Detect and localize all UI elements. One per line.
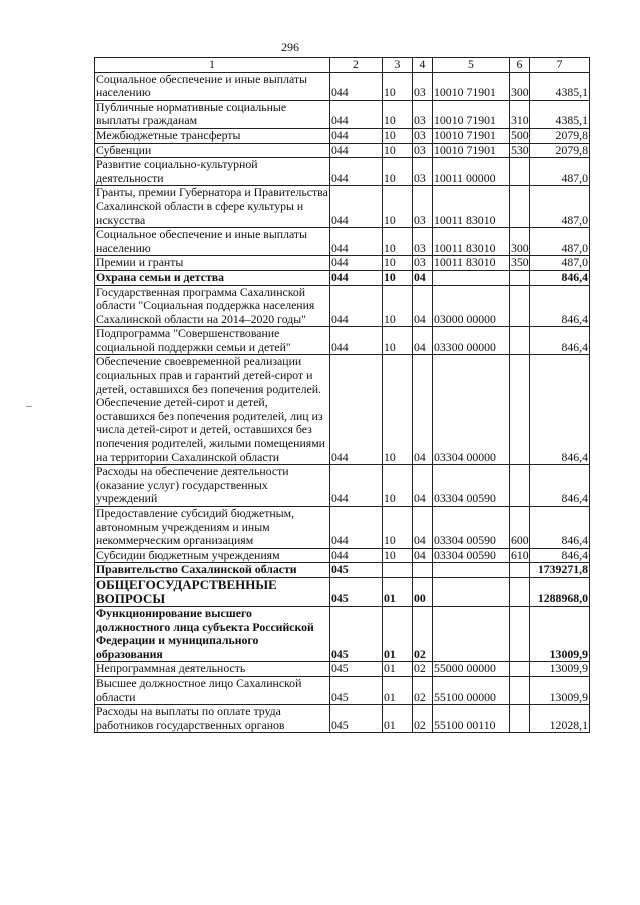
code-cell bbox=[510, 606, 530, 661]
code-cell: 01 bbox=[383, 662, 413, 677]
code-cell: 03 bbox=[413, 256, 433, 271]
code-cell: 044 bbox=[330, 507, 383, 549]
code-cell: 03 bbox=[413, 72, 433, 100]
code-cell: 55100 00110 bbox=[433, 705, 510, 733]
table-row bbox=[95, 327, 590, 355]
table-row bbox=[95, 662, 590, 677]
code-cell: 10010 71901 bbox=[433, 128, 510, 143]
table-row bbox=[95, 228, 590, 256]
row-name-cell: Развитие социально-культурной деятельности bbox=[95, 158, 330, 186]
row-name-cell: Предоставление субсидий бюджетным, автономным учреждениям и иным некоммерческим организациям bbox=[95, 507, 330, 549]
code-cell: 04 bbox=[413, 548, 433, 563]
code-cell: 04 bbox=[413, 465, 433, 507]
table-row bbox=[95, 548, 590, 563]
code-cell: 10 bbox=[383, 270, 413, 285]
row-name-cell: Расходы на выплаты по оплате труда работников государственных органов bbox=[95, 705, 330, 733]
code-cell: 02 bbox=[413, 705, 433, 733]
code-cell: 044 bbox=[330, 128, 383, 143]
code-cell: 610 bbox=[511, 548, 529, 562]
code-cell bbox=[433, 270, 510, 285]
code-cell: 10 bbox=[383, 256, 413, 271]
code-cell: 10 bbox=[383, 285, 413, 327]
code-cell: 10 bbox=[383, 128, 413, 143]
margin-mark bbox=[26, 406, 32, 407]
code-cell: 02 bbox=[413, 662, 433, 677]
code-cell: 10 bbox=[383, 327, 413, 355]
amount-cell: 2079,8 bbox=[530, 143, 590, 158]
code-cell: 10 bbox=[383, 228, 413, 256]
row-name-cell: Субвенции bbox=[95, 143, 330, 158]
code-cell: 310 bbox=[510, 100, 530, 128]
row-name-cell: Расходы на обеспечение деятельности (оказание услуг) государственных учреждений bbox=[95, 465, 330, 507]
amount-cell: 13009,9 bbox=[530, 606, 590, 661]
code-cell: 044 bbox=[330, 548, 383, 563]
header-cell: 2 bbox=[330, 58, 383, 73]
code-cell: 10011 83010 bbox=[433, 228, 510, 256]
code-cell: 55000 00000 bbox=[433, 662, 510, 677]
amount-cell: 846,4 bbox=[530, 507, 590, 549]
code-cell: 044 bbox=[330, 228, 383, 256]
code-cell: 04 bbox=[413, 285, 433, 327]
page-number: 296 bbox=[281, 40, 299, 54]
code-cell: 045 bbox=[330, 563, 383, 578]
code-cell: 530 bbox=[511, 143, 529, 157]
amount-cell: 846,4 bbox=[530, 355, 590, 465]
code-cell: 044 bbox=[330, 256, 383, 271]
code-cell: 03304 00590 bbox=[433, 507, 510, 549]
code-cell: 044 bbox=[330, 100, 383, 128]
code-cell: 045 bbox=[330, 705, 383, 733]
code-cell bbox=[433, 577, 510, 606]
code-cell: 01 bbox=[383, 676, 413, 704]
table-row bbox=[95, 256, 590, 271]
code-cell bbox=[413, 563, 433, 578]
code-cell: 10010 71901 bbox=[433, 143, 510, 158]
code-cell: 10 bbox=[383, 355, 413, 465]
code-cell: 04 bbox=[413, 270, 433, 285]
amount-cell: 1288968,0 bbox=[530, 577, 590, 606]
row-name-cell: Высшее должностное лицо Сахалинской области bbox=[95, 676, 330, 704]
code-cell: 10 bbox=[383, 143, 413, 158]
code-cell: 02 bbox=[413, 606, 433, 661]
code-cell bbox=[510, 355, 530, 465]
amount-cell: 12028,1 bbox=[530, 705, 590, 733]
table-row bbox=[95, 72, 590, 100]
code-cell: 03 bbox=[413, 100, 433, 128]
code-cell: 600 bbox=[510, 507, 530, 549]
table-row bbox=[95, 186, 590, 228]
header-cell: 4 bbox=[413, 58, 433, 73]
header-row bbox=[95, 58, 590, 73]
header-cell: 3 bbox=[383, 58, 413, 73]
amount-cell: 4385,1 bbox=[530, 100, 590, 128]
code-cell bbox=[510, 186, 530, 228]
table-row bbox=[95, 563, 590, 578]
code-cell: 044 bbox=[330, 158, 383, 186]
code-cell: 03304 00590 bbox=[433, 465, 510, 507]
table-row bbox=[95, 158, 590, 186]
code-cell: 03304 00590 bbox=[433, 548, 510, 563]
table-row bbox=[95, 143, 590, 158]
table-row bbox=[95, 507, 590, 549]
code-cell: 01 bbox=[383, 577, 413, 606]
table-row bbox=[95, 577, 590, 606]
table-row bbox=[95, 705, 590, 733]
row-name-cell: Функционирование высшего должностного лица субъекта Российской Федерации и муниципального образования bbox=[95, 606, 330, 661]
amount-cell: 846,4 bbox=[530, 270, 590, 285]
code-cell: 044 bbox=[330, 355, 383, 465]
amount-cell: 1739271,8 bbox=[530, 563, 590, 578]
row-name-cell: Государственная программа Сахалинской области "Социальная поддержка населения Сахалинской области на 2014–2020 годы" bbox=[95, 285, 330, 327]
table-row bbox=[95, 676, 590, 704]
code-cell: 300 bbox=[510, 72, 530, 100]
code-cell bbox=[383, 563, 413, 578]
code-cell: 044 bbox=[330, 465, 383, 507]
table-row bbox=[95, 606, 590, 661]
code-cell: 10011 83010 bbox=[433, 256, 510, 271]
code-cell: 045 bbox=[330, 577, 383, 606]
amount-cell: 487,0 bbox=[530, 158, 590, 186]
code-cell: 300 bbox=[510, 228, 530, 256]
budget-table bbox=[94, 57, 590, 733]
table-row bbox=[95, 355, 590, 465]
code-cell: 045 bbox=[330, 676, 383, 704]
code-cell bbox=[510, 465, 530, 507]
code-cell: 02 bbox=[413, 676, 433, 704]
row-name-cell: Субсидии бюджетным учреждениям bbox=[95, 548, 330, 563]
code-cell: 01 bbox=[383, 606, 413, 661]
code-cell bbox=[510, 285, 530, 327]
code-cell bbox=[510, 662, 530, 677]
code-cell: 03300 00000 bbox=[433, 327, 510, 355]
row-name-cell: Социальное обеспечение и иные выплаты населению bbox=[95, 228, 330, 256]
code-cell bbox=[433, 606, 510, 661]
row-name-cell: Подпрограмма "Совершенствование социальной поддержки семьи и детей" bbox=[95, 327, 330, 355]
code-cell: 55100 00000 bbox=[433, 676, 510, 704]
code-cell: 044 bbox=[330, 186, 383, 228]
table-row bbox=[95, 128, 590, 143]
amount-cell: 846,4 bbox=[530, 327, 590, 355]
row-name-cell: Гранты, премии Губернатора и Правительства Сахалинской области в сфере культуры и искусства bbox=[96, 185, 328, 227]
header-cell: 1 bbox=[95, 58, 330, 73]
amount-cell: 487,0 bbox=[530, 228, 590, 256]
code-cell: 03 bbox=[413, 158, 433, 186]
code-cell: 01 bbox=[383, 705, 413, 733]
code-cell: 044 bbox=[330, 72, 383, 100]
code-cell: 10 bbox=[383, 465, 413, 507]
code-cell bbox=[510, 270, 530, 285]
code-cell bbox=[510, 676, 530, 704]
row-name-cell: Публичные нормативные социальные выплаты гражданам bbox=[95, 100, 330, 128]
amount-cell: 13009,9 bbox=[530, 662, 590, 677]
row-name-cell: Премии и гранты bbox=[95, 256, 330, 271]
amount-cell: 4385,1 bbox=[530, 72, 590, 100]
code-cell: 10 bbox=[383, 72, 413, 100]
code-cell: 044 bbox=[330, 327, 383, 355]
amount-cell: 13009,9 bbox=[530, 676, 590, 704]
header-cell: 5 bbox=[433, 58, 510, 73]
row-name-cell: Правительство Сахалинской области bbox=[95, 563, 330, 578]
code-cell: 045 bbox=[330, 662, 383, 677]
code-cell bbox=[510, 705, 530, 733]
table-row bbox=[95, 270, 590, 285]
row-name-cell: Социальное обеспечение и иные выплаты населению bbox=[95, 72, 330, 100]
code-cell: 10010 71901 bbox=[433, 100, 510, 128]
table-row bbox=[95, 465, 590, 507]
header-cell: 7 bbox=[530, 58, 590, 73]
amount-cell: 487,0 bbox=[530, 256, 590, 271]
code-cell: 044 bbox=[330, 285, 383, 327]
code-cell bbox=[510, 577, 530, 606]
row-name-cell: ОБЩЕГОСУДАРСТВЕННЫЕ ВОПРОСЫ bbox=[95, 577, 330, 606]
code-cell: 03000 00000 bbox=[433, 285, 510, 327]
code-cell: 500 bbox=[511, 128, 529, 142]
code-cell bbox=[510, 158, 530, 186]
row-name-cell: Межбюджетные трансферты bbox=[95, 128, 330, 143]
code-cell bbox=[510, 563, 530, 578]
code-cell: 03 bbox=[413, 143, 433, 158]
code-cell: 045 bbox=[330, 606, 383, 661]
code-cell: 10011 00000 bbox=[433, 158, 510, 186]
code-cell: 10011 83010 bbox=[433, 186, 510, 228]
code-cell: 04 bbox=[413, 327, 433, 355]
amount-cell: 846,4 bbox=[530, 285, 590, 327]
code-cell: 03 bbox=[413, 128, 433, 143]
code-cell: 03304 00000 bbox=[433, 355, 510, 465]
code-cell: 044 bbox=[330, 143, 383, 158]
code-cell: 00 bbox=[413, 577, 433, 606]
code-cell: 03 bbox=[413, 228, 433, 256]
amount-cell: 846,4 bbox=[530, 465, 590, 507]
code-cell: 03 bbox=[413, 186, 433, 228]
code-cell: 04 bbox=[413, 355, 433, 465]
row-name-cell: Непрограммная деятельность bbox=[95, 662, 330, 677]
code-cell: 10 bbox=[383, 100, 413, 128]
code-cell: 10 bbox=[383, 186, 413, 228]
amount-cell: 487,0 bbox=[530, 186, 590, 228]
code-cell bbox=[433, 563, 510, 578]
code-cell: 10 bbox=[383, 507, 413, 549]
code-cell: 10 bbox=[383, 158, 413, 186]
row-name-cell: Охрана семьи и детства bbox=[95, 270, 330, 285]
table-row bbox=[95, 100, 590, 128]
amount-cell: 846,4 bbox=[530, 548, 590, 563]
row-name-cell: Обеспечение своевременной реализации социальных прав и гарантий детей-сирот и детей, оставшихся без попечения родителей. Обеспечение детей-сирот и детей, оставшихся без попечения родителей, лиц из числа детей-сирот и детей, оставшихся без попечения родителей, жилыми помещениями на территории Сахалинской области bbox=[95, 355, 330, 465]
code-cell: 04 bbox=[413, 507, 433, 549]
code-cell: 10 bbox=[383, 548, 413, 563]
table-row bbox=[95, 285, 590, 327]
header-cell: 6 bbox=[510, 58, 530, 73]
code-cell: 044 bbox=[330, 270, 383, 285]
code-cell bbox=[510, 327, 530, 355]
code-cell: 350 bbox=[511, 255, 529, 270]
code-cell: 10010 71901 bbox=[433, 72, 510, 100]
amount-cell: 2079,8 bbox=[530, 128, 590, 143]
